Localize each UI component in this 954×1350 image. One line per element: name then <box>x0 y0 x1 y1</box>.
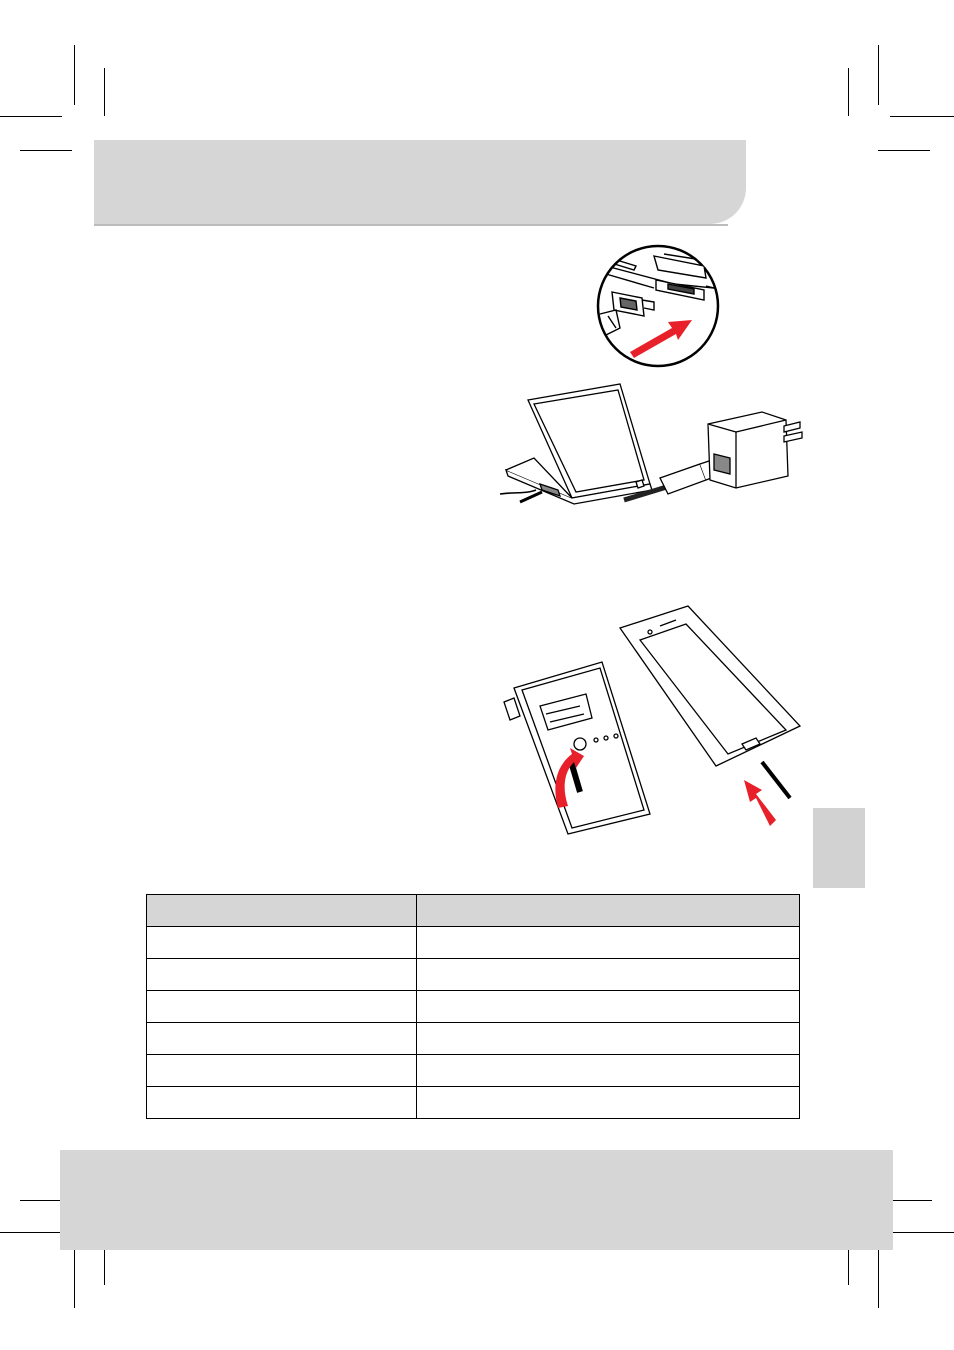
table-header-cell <box>147 895 417 927</box>
table-row <box>147 1023 800 1055</box>
table-cell <box>147 927 417 959</box>
table-row <box>147 1055 800 1087</box>
laptop-usb-charger-icon <box>500 384 810 512</box>
table-cell <box>147 1023 417 1055</box>
table-row <box>147 991 800 1023</box>
header-band <box>94 140 746 224</box>
usb-plug-into-port-icon <box>594 244 724 368</box>
table-row <box>147 1087 800 1119</box>
table-cell <box>147 959 417 991</box>
table-header-cell <box>417 895 800 927</box>
footer-band <box>60 1150 893 1250</box>
table-row <box>147 959 800 991</box>
table-cell <box>417 1023 800 1055</box>
table-cell <box>417 1055 800 1087</box>
status-table <box>146 894 800 1119</box>
table-cell <box>147 991 417 1023</box>
side-tab <box>813 808 865 888</box>
table-cell <box>417 1087 800 1119</box>
table-cell <box>147 1055 417 1087</box>
table-row <box>147 927 800 959</box>
table-cell <box>417 927 800 959</box>
battery-case-smartphone-icon <box>500 602 805 840</box>
table-cell <box>147 1087 417 1119</box>
table-cell <box>417 991 800 1023</box>
table-header-row <box>147 895 800 927</box>
table-cell <box>417 959 800 991</box>
